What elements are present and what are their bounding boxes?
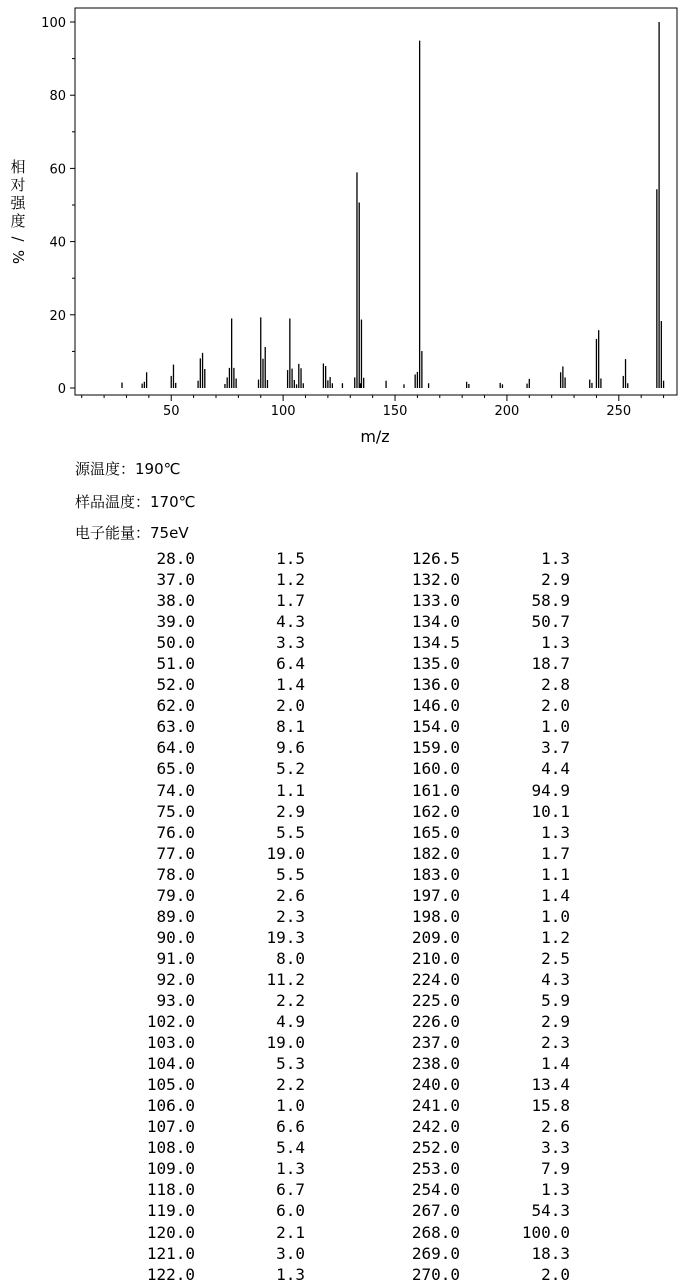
- peak-mz: 135.0: [411, 654, 460, 674]
- x-axis-label: m/z: [360, 427, 390, 446]
- peak-row: [0, 1137, 600, 1158]
- peak-mz: 209.0: [411, 927, 460, 947]
- peak-abundance: 1.7: [276, 591, 305, 611]
- peak-mz: 107.0: [146, 1117, 195, 1137]
- peak-row: [0, 1116, 600, 1137]
- y-tick-label: 0: [57, 382, 66, 397]
- peak-abundance: 13.4: [531, 1075, 570, 1095]
- peak-abundance: 1.4: [541, 1054, 570, 1074]
- peak-mz: 210.0: [411, 948, 460, 968]
- peak-abundance: 2.9: [541, 570, 570, 590]
- peak-abundance: 1.1: [541, 864, 570, 884]
- peak-abundance: 1.4: [276, 675, 305, 695]
- peak-mz: 105.0: [146, 1075, 195, 1095]
- y-tick-label: 100: [41, 16, 66, 31]
- peak-mz: 161.0: [411, 780, 460, 800]
- peak-abundance: 2.8: [541, 675, 570, 695]
- peak-mz: 118.0: [146, 1180, 195, 1200]
- peak-mz: 197.0: [411, 885, 460, 905]
- peak-row: [0, 927, 600, 948]
- peak-abundance: 18.3: [531, 1243, 570, 1263]
- peak-abundance: 1.7: [541, 843, 570, 863]
- peak-row: [0, 1179, 600, 1200]
- y-axis-label: [9, 158, 27, 264]
- peak-abundance: 2.0: [276, 696, 305, 716]
- peak-abundance: 1.0: [276, 1096, 305, 1116]
- peak-abundance: 2.3: [541, 1033, 570, 1053]
- peak-mz: 37.0: [156, 570, 195, 590]
- peak-mz: 92.0: [156, 969, 195, 989]
- peak-abundance: 7.9: [541, 1159, 570, 1179]
- peak-mz: 121.0: [146, 1243, 195, 1263]
- peak-mz: 182.0: [411, 843, 460, 863]
- peak-abundance: 1.3: [276, 1264, 305, 1284]
- peak-abundance: 4.3: [276, 612, 305, 632]
- peak-mz: 79.0: [156, 885, 195, 905]
- peak-abundance: 2.0: [541, 696, 570, 716]
- peak-abundance: 8.0: [276, 948, 305, 968]
- peak-abundance: 3.7: [541, 738, 570, 758]
- peak-bars: [122, 22, 664, 388]
- peak-row: [0, 1074, 600, 1095]
- peak-row: [0, 864, 600, 885]
- peak-row: [0, 758, 600, 779]
- peak-abundance: 3.3: [541, 1138, 570, 1158]
- y-tick-label: 20: [49, 308, 66, 324]
- peak-abundance: 19.3: [266, 927, 305, 947]
- y-label-char: 相: [10, 158, 26, 176]
- y-tick-label: 40: [49, 235, 66, 251]
- peak-mz: 108.0: [146, 1138, 195, 1158]
- peak-mz: 237.0: [411, 1033, 460, 1053]
- peak-abundance: 1.3: [541, 822, 570, 842]
- peak-abundance: 10.1: [531, 801, 570, 821]
- peak-abundance: 3.3: [276, 633, 305, 653]
- peak-abundance: 8.1: [276, 717, 305, 737]
- x-tick-label: 250: [606, 404, 632, 419]
- y-axis: [41, 16, 75, 397]
- peak-row: [0, 611, 600, 632]
- y-label-char: %: [9, 249, 27, 265]
- peak-mz: 74.0: [156, 780, 195, 800]
- peak-abundance: 1.0: [541, 906, 570, 926]
- peak-mz: 52.0: [156, 675, 195, 695]
- peak-abundance: 19.0: [266, 843, 305, 863]
- peak-mz: 146.0: [411, 696, 460, 716]
- peak-mz: 198.0: [411, 906, 460, 926]
- peak-mz: 253.0: [411, 1159, 460, 1179]
- peak-abundance: 1.3: [541, 633, 570, 653]
- peak-abundance: 2.0: [541, 1264, 570, 1284]
- peak-mz: 241.0: [411, 1096, 460, 1116]
- peak-abundance: 2.1: [276, 1222, 305, 1242]
- peak-abundance: 15.8: [531, 1096, 570, 1116]
- peak-abundance: 4.3: [541, 969, 570, 989]
- peak-abundance: 11.2: [266, 969, 305, 989]
- peak-mz: 62.0: [156, 696, 195, 716]
- peak-mz: 93.0: [156, 990, 195, 1010]
- peak-abundance: 1.0: [541, 717, 570, 737]
- peak-row: [0, 590, 600, 611]
- peak-row: [0, 1158, 600, 1179]
- peak-abundance: 2.2: [276, 1075, 305, 1095]
- peak-abundance: 1.4: [541, 885, 570, 905]
- peak-row: [0, 801, 600, 822]
- peak-mz: 119.0: [146, 1201, 195, 1221]
- peak-row: [0, 1011, 600, 1032]
- peak-abundance: 54.3: [531, 1201, 570, 1221]
- peak-mz: 270.0: [411, 1264, 460, 1284]
- peak-abundance: 6.7: [276, 1180, 305, 1200]
- peak-mz: 103.0: [146, 1033, 195, 1053]
- peak-mz: 106.0: [146, 1096, 195, 1116]
- peak-table-right: [0, 548, 600, 1285]
- peak-mz: 77.0: [156, 843, 195, 863]
- peak-abundance: 1.2: [276, 570, 305, 590]
- peak-mz: 122.0: [146, 1264, 195, 1284]
- peak-abundance: 5.5: [276, 822, 305, 842]
- peak-abundance: 5.4: [276, 1138, 305, 1158]
- peak-row: [0, 1095, 600, 1116]
- peak-mz: 242.0: [411, 1117, 460, 1137]
- peak-row: [0, 548, 600, 569]
- y-tick-label: 60: [49, 162, 66, 178]
- peak-mz: 254.0: [411, 1180, 460, 1200]
- peak-row: [0, 737, 600, 758]
- peak-abundance: 5.5: [276, 864, 305, 884]
- peak-abundance: 4.4: [541, 759, 570, 779]
- peak-abundance: 2.2: [276, 990, 305, 1010]
- mass-spectrum-chart: [0, 0, 680, 450]
- peak-abundance: 6.0: [276, 1201, 305, 1221]
- peak-mz: 91.0: [156, 948, 195, 968]
- peak-mz: 50.0: [156, 633, 195, 653]
- peak-abundance: 6.6: [276, 1117, 305, 1137]
- peak-mz: 126.5: [411, 549, 460, 568]
- peak-mz: 65.0: [156, 759, 195, 779]
- peak-row: [0, 695, 600, 716]
- peak-mz: 226.0: [411, 1012, 460, 1032]
- peak-mz: 240.0: [411, 1075, 460, 1095]
- x-tick-label: 200: [494, 404, 520, 419]
- peak-abundance: 6.4: [276, 654, 305, 674]
- peak-mz: 132.0: [411, 570, 460, 590]
- peak-row: [0, 632, 600, 653]
- peak-mz: 238.0: [411, 1054, 460, 1074]
- peak-abundance: 2.9: [276, 801, 305, 821]
- y-label-char: 对: [10, 176, 26, 194]
- peak-abundance: 5.3: [276, 1054, 305, 1074]
- y-label-char: /: [9, 236, 27, 242]
- peak-mz: 104.0: [146, 1054, 195, 1074]
- peak-mz: 224.0: [411, 969, 460, 989]
- peak-mz: 78.0: [156, 864, 195, 884]
- peak-mz: 76.0: [156, 822, 195, 842]
- peak-mz: 109.0: [146, 1159, 195, 1179]
- peak-abundance: 2.5: [541, 948, 570, 968]
- peak-row: [0, 716, 600, 737]
- peak-row: [0, 969, 600, 990]
- peak-abundance: 5.9: [541, 990, 570, 1010]
- electron-energy: 电子能量：75eV: [75, 524, 189, 542]
- peak-mz: 165.0: [411, 822, 460, 842]
- peak-mz: 252.0: [411, 1138, 460, 1158]
- x-tick-label: 150: [382, 404, 408, 419]
- peak-row: [0, 948, 600, 969]
- peak-mz: 38.0: [156, 591, 195, 611]
- peak-mz: 154.0: [411, 717, 460, 737]
- peak-row: [0, 843, 600, 864]
- peak-mz: 102.0: [146, 1012, 195, 1032]
- peak-mz: 120.0: [146, 1222, 195, 1242]
- peak-abundance: 5.2: [276, 759, 305, 779]
- peak-mz: 133.0: [411, 591, 460, 611]
- peak-mz: 162.0: [411, 801, 460, 821]
- peak-abundance: 58.9: [531, 591, 570, 611]
- peak-row: [0, 1243, 600, 1264]
- peak-row: [0, 990, 600, 1011]
- peak-abundance: 4.9: [276, 1012, 305, 1032]
- peak-row: [0, 1032, 600, 1053]
- peak-mz: 51.0: [156, 654, 195, 674]
- peak-mz: 134.5: [411, 633, 460, 653]
- peak-abundance: 19.0: [266, 1033, 305, 1053]
- peak-row: [0, 569, 600, 590]
- sample-temperature: 样品温度：170℃: [75, 493, 196, 511]
- peak-abundance: 2.6: [276, 885, 305, 905]
- y-label-char: 强: [10, 194, 26, 212]
- peak-row: [0, 1222, 600, 1243]
- peak-abundance: 2.3: [276, 906, 305, 926]
- peak-abundance: 1.2: [541, 927, 570, 947]
- peak-abundance: 94.9: [531, 780, 570, 800]
- peak-mz: 134.0: [411, 612, 460, 632]
- plot-border: [75, 8, 677, 395]
- peak-abundance: 1.3: [541, 549, 570, 568]
- peak-mz: 75.0: [156, 801, 195, 821]
- peak-row: [0, 1053, 600, 1074]
- peak-mz: 63.0: [156, 717, 195, 737]
- peak-row: [0, 906, 600, 927]
- peak-row: [0, 1200, 600, 1221]
- peak-mz: 160.0: [411, 759, 460, 779]
- peak-mz: 90.0: [156, 927, 195, 947]
- y-label-char: 度: [10, 212, 26, 230]
- peak-mz: 225.0: [411, 990, 460, 1010]
- peak-row: [0, 1264, 600, 1285]
- x-tick-label: 100: [270, 404, 296, 419]
- peak-row: [0, 674, 600, 695]
- x-axis: [82, 395, 664, 419]
- y-tick-label: 80: [49, 89, 66, 105]
- peak-row: [0, 780, 600, 801]
- peak-abundance: 1.1: [276, 780, 305, 800]
- peak-abundance: 1.3: [276, 1159, 305, 1179]
- peak-row: [0, 885, 600, 906]
- peak-mz: 183.0: [411, 864, 460, 884]
- peak-abundance: 1.3: [541, 1180, 570, 1200]
- peak-abundance: 50.7: [531, 612, 570, 632]
- plot-frame: [75, 8, 677, 395]
- peak-row: [0, 822, 600, 843]
- peak-mz: 64.0: [156, 738, 195, 758]
- peak-mz: 268.0: [411, 1222, 460, 1242]
- peak-mz: 136.0: [411, 675, 460, 695]
- peak-mz: 28.0: [156, 549, 195, 568]
- source-temperature: 源温度：190℃: [75, 460, 181, 478]
- peak-mz: 89.0: [156, 906, 195, 926]
- peak-abundance: 2.6: [541, 1117, 570, 1137]
- peak-abundance: 3.0: [276, 1243, 305, 1263]
- peak-mz: 39.0: [156, 612, 195, 632]
- peak-abundance: 2.9: [541, 1012, 570, 1032]
- peak-abundance: 100.0: [521, 1222, 570, 1242]
- peak-abundance: 18.7: [531, 654, 570, 674]
- peak-mz: 269.0: [411, 1243, 460, 1263]
- peak-abundance: 1.5: [276, 549, 305, 568]
- x-tick-label: 50: [162, 404, 180, 419]
- peak-mz: 159.0: [411, 738, 460, 758]
- peak-abundance: 9.6: [276, 738, 305, 758]
- peak-row: [0, 653, 600, 674]
- peak-mz: 267.0: [411, 1201, 460, 1221]
